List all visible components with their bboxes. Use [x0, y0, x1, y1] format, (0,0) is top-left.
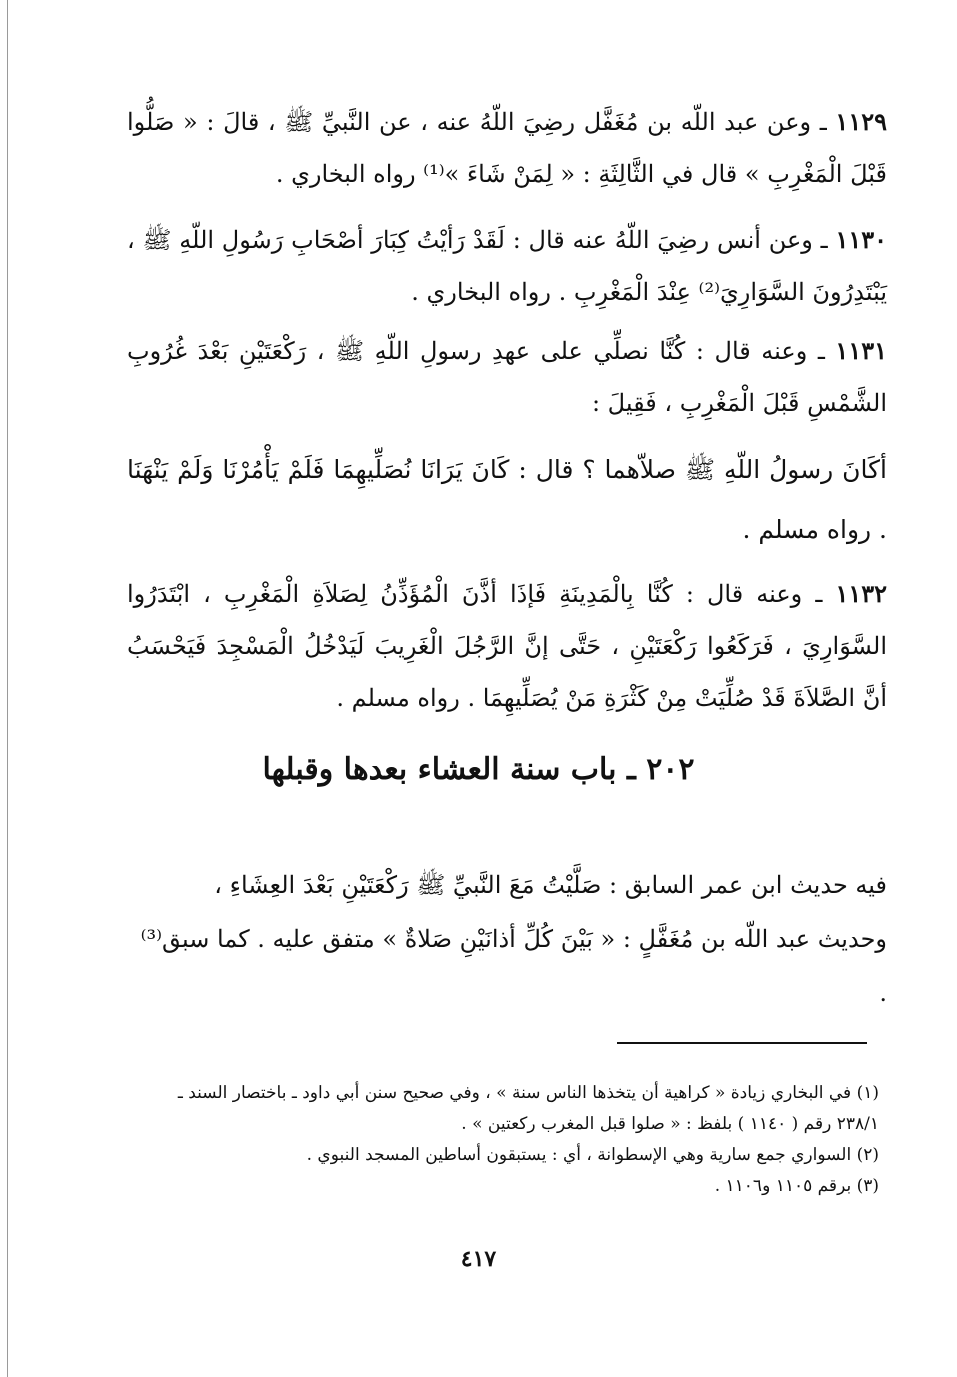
hadith-1131 — [127, 325, 887, 429]
hadith-1132 — [127, 568, 887, 724]
hadith-number: ١١٣٢ — [835, 579, 887, 608]
hadith-number: ١١٣٠ — [835, 225, 887, 254]
page-number: ٤١٧ — [460, 1246, 497, 1272]
hadith-1130 — [127, 214, 887, 318]
hadith-number: ١١٣١ — [835, 336, 887, 365]
footnote-divider — [617, 1042, 867, 1044]
hadith-text: ـ وعن أنس رضِيَ اللّهُ عنه قال : لَقَدْ رَأيْتُ كِبَارَ أصْحَابِ رَسُولِ اللّهِ ﷺ ، يَبْتَدِرُونَ السَّوَارِيَ⁽²⁾ عِنْدَ الْمَغْرِبِ . رواه البخاري . — [127, 226, 887, 306]
hadith-text: ـ وعنه قال : كُنَّا نصلِّي على عهدِ رسولِ اللّهِ ﷺ ، رَكْعَتَيْنِ بَعْدَ غُرُوبِ الشَّمْسِ قَبْلَ الْمَغْرِبِ ، فَقِيلَ : — [127, 337, 887, 417]
footnotes — [134, 1078, 879, 1202]
chapter-line-2: وحديث عبد اللّه بن مُغَفَّلٍ : « بَيْنَ كُلِّ أذانَيْنِ صَلاةٌ » متفق عليه . كما سبق⁽³⁾ . — [140, 925, 887, 1007]
hadith-number: ١١٢٩ — [835, 107, 887, 136]
page-edge-line — [7, 0, 8, 1377]
hadith-text: ـ وعنه قال : كُنَّا بِالْمَدِينَةِ فَإذَا أذَّنَ الْمُؤَذِّنُ لِصَلاَةِ الْمَغْرِبِ ، ابْتَدَرُوا السَّوَارِيَ ، فَرَكَعُوا رَكْعَتَيْنِ ، حَتَّى إنَّ الرَّجُلَ الْغَرِيبَ لَيَدْخُلُ الْمَسْجِدَ فَيَحْسَبُ أنَّ الصَّلاَةَ قَدْ صُلِّيَتْ مِنْ كَثْرَةِ مَنْ يُصَلِّيهِمَا . رواه مسلم . — [127, 580, 888, 712]
chapter-line-1: فيه حديث ابن عمر السابق : صَلَّيْتُ مَعَ النَّبيِّ ﷺ رَكْعَتَيْنِ بَعْدَ العِشَاءِ ، — [214, 871, 887, 899]
chapter-title: ٢٠٢ ـ باب سنة العشاء بعدها وقبلها — [262, 752, 695, 787]
footnote-2: (٢) السواري جمع سارية وهي الإسطوانة ، أي : يستبقون أساطين المسجد النبوي . — [306, 1145, 879, 1165]
footnote-1: (١) في البخاري زيادة « كراهية أن يتخذها الناس سنة » ، وفي صحيح سنن أبي داود ـ باختصار السند ـ ٢٣٨/١ رقم ( ١١٤٠ ) بلفظ : « صلوا قبل المغرب ركعتين » . — [177, 1083, 879, 1134]
question-passage: أكَانَ رسولُ اللّهِ ﷺ صلاّهما ؟ قال : كَانَ يَرَانَا نُصَلِّيهِمَا فَلَمْ يَأْمُرْنَا وَلَمْ يَنْهَنَا . رواه مسلم . — [127, 455, 887, 544]
footnote-3: (٣) برقم ١١٠٥ و١١٠٦ . — [714, 1176, 879, 1196]
chapter-body — [127, 858, 887, 1020]
hadith-text: ـ وعن عبد اللّه بن مُغَفَّل رضِيَ اللّهُ عنه ، عن النَّبيِّ ﷺ ، قالَ : « صَلُّوا قَبْلَ الْمَغْرِبِ » قال في الثَّالِثَةِ : « لِمَنْ شَاءَ »⁽¹⁾ رواه البخاري . — [127, 108, 887, 188]
hadith-1129 — [127, 96, 887, 200]
